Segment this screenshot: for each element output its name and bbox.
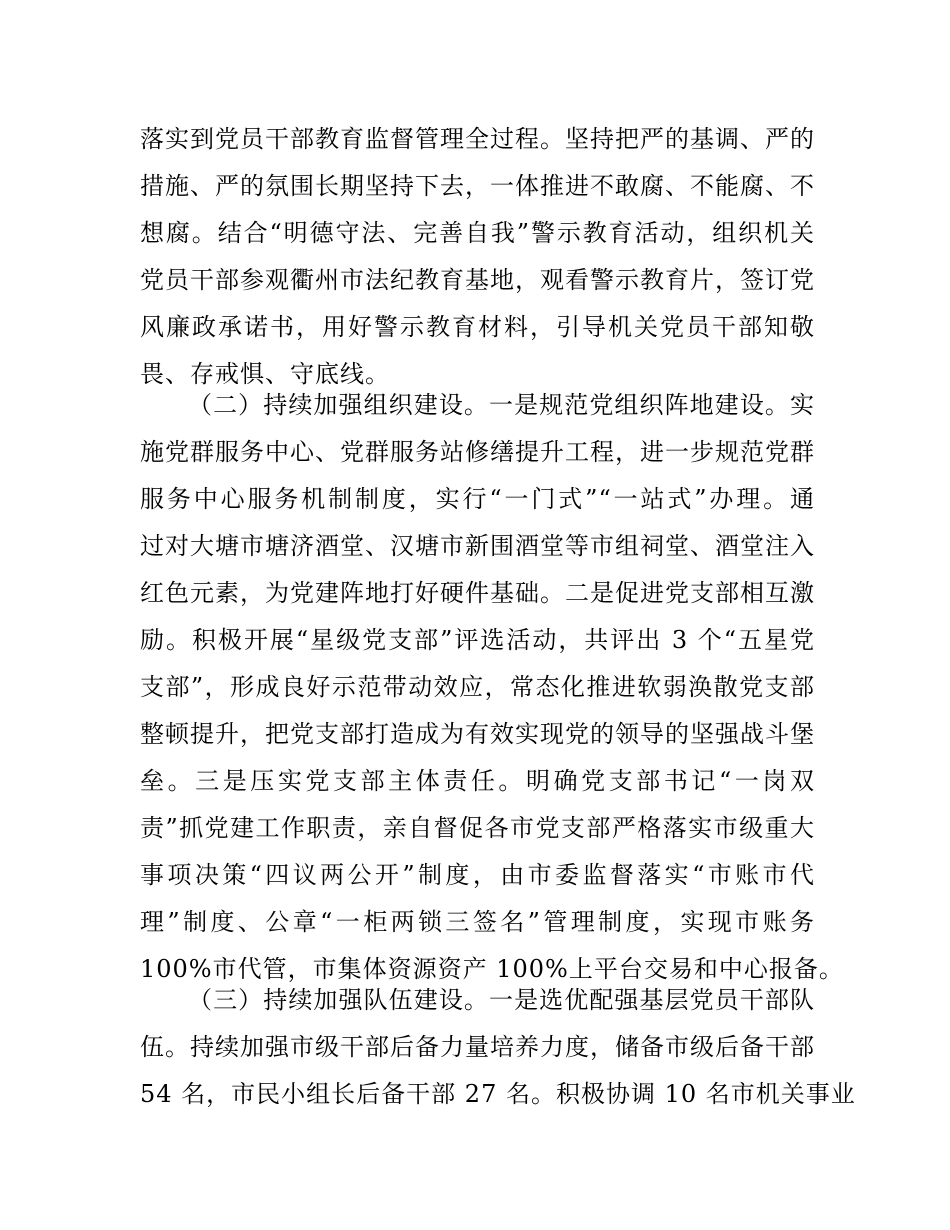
text-line: 整顿提升，把党支部打造成为有效实现党的领导的坚强战斗堡	[140, 720, 815, 748]
text-line: 党员干部参观衢州市法纪教育基地，观看警示教育片，签订党	[140, 266, 815, 294]
paragraph-2	[140, 382, 844, 993]
text-line: 风廉政承诺书，用好警示教育材料，引导机关党员干部知敬	[140, 313, 815, 341]
text-line: 施党群服务中心、党群服务站修缮提升工程，进一步规范党群	[140, 438, 815, 466]
text-line: 支部”，形成良好示范带动效应，常态化推进软弱涣散党支部	[140, 673, 815, 701]
text-line: 过对大塘市塘济酒堂、汉塘市新围酒堂等市组祠堂、酒堂注入	[140, 532, 815, 560]
text-line: 畏、存戒惧、守底线。	[140, 360, 390, 388]
section-heading-line: （三）持续加强队伍建设。一是选优配强基层党员干部队	[188, 986, 815, 1014]
text-line: 红色元素，为党建阵地打好硬件基础。二是促进党支部相互激	[140, 579, 815, 607]
text-line: 100%市代管，市集体资源资产 100%上平台交易和中心报备。	[140, 955, 844, 983]
text-line: 想腐。结合“明德守法、完善自我”警示教育活动，组织机关	[140, 219, 815, 247]
text-line: 措施、严的氛围长期坚持下去，一体推进不敢腐、不能腐、不	[140, 172, 815, 200]
section-heading-line: （二）持续加强组织建设。一是规范党组织阵地建设。实	[188, 391, 815, 419]
text-line: 责”抓党建工作职责，亲自督促各市党支部严格落实市级重大	[140, 814, 815, 842]
text-line: 事项决策“四议两公开”制度，由市委监督落实“市账市代	[140, 861, 815, 889]
text-line: 54 名，市民小组长后备干部 27 名。积极协调 10 名市机关事业	[140, 1080, 856, 1108]
text-line: 落实到党员干部教育监督管理全过程。坚持把严的基调、严的	[140, 125, 815, 153]
text-line: 伍。持续加强市级干部后备力量培养力度，储备市级后备干部	[140, 1033, 815, 1061]
text-line: 垒。三是压实党支部主体责任。明确党支部书记“一岗双	[140, 767, 815, 795]
text-line: 理”制度、公章“一柜两锁三签名”管理制度，实现市账务	[140, 908, 815, 936]
text-line: 励。积极开展“星级党支部”评选活动，共评出 3 个“五星党	[140, 626, 815, 654]
paragraph-1	[140, 116, 815, 398]
text-line: 服务中心服务机制制度，实行“一门式”“一站式”办理。通	[140, 485, 815, 513]
paragraph-3	[140, 977, 856, 1118]
